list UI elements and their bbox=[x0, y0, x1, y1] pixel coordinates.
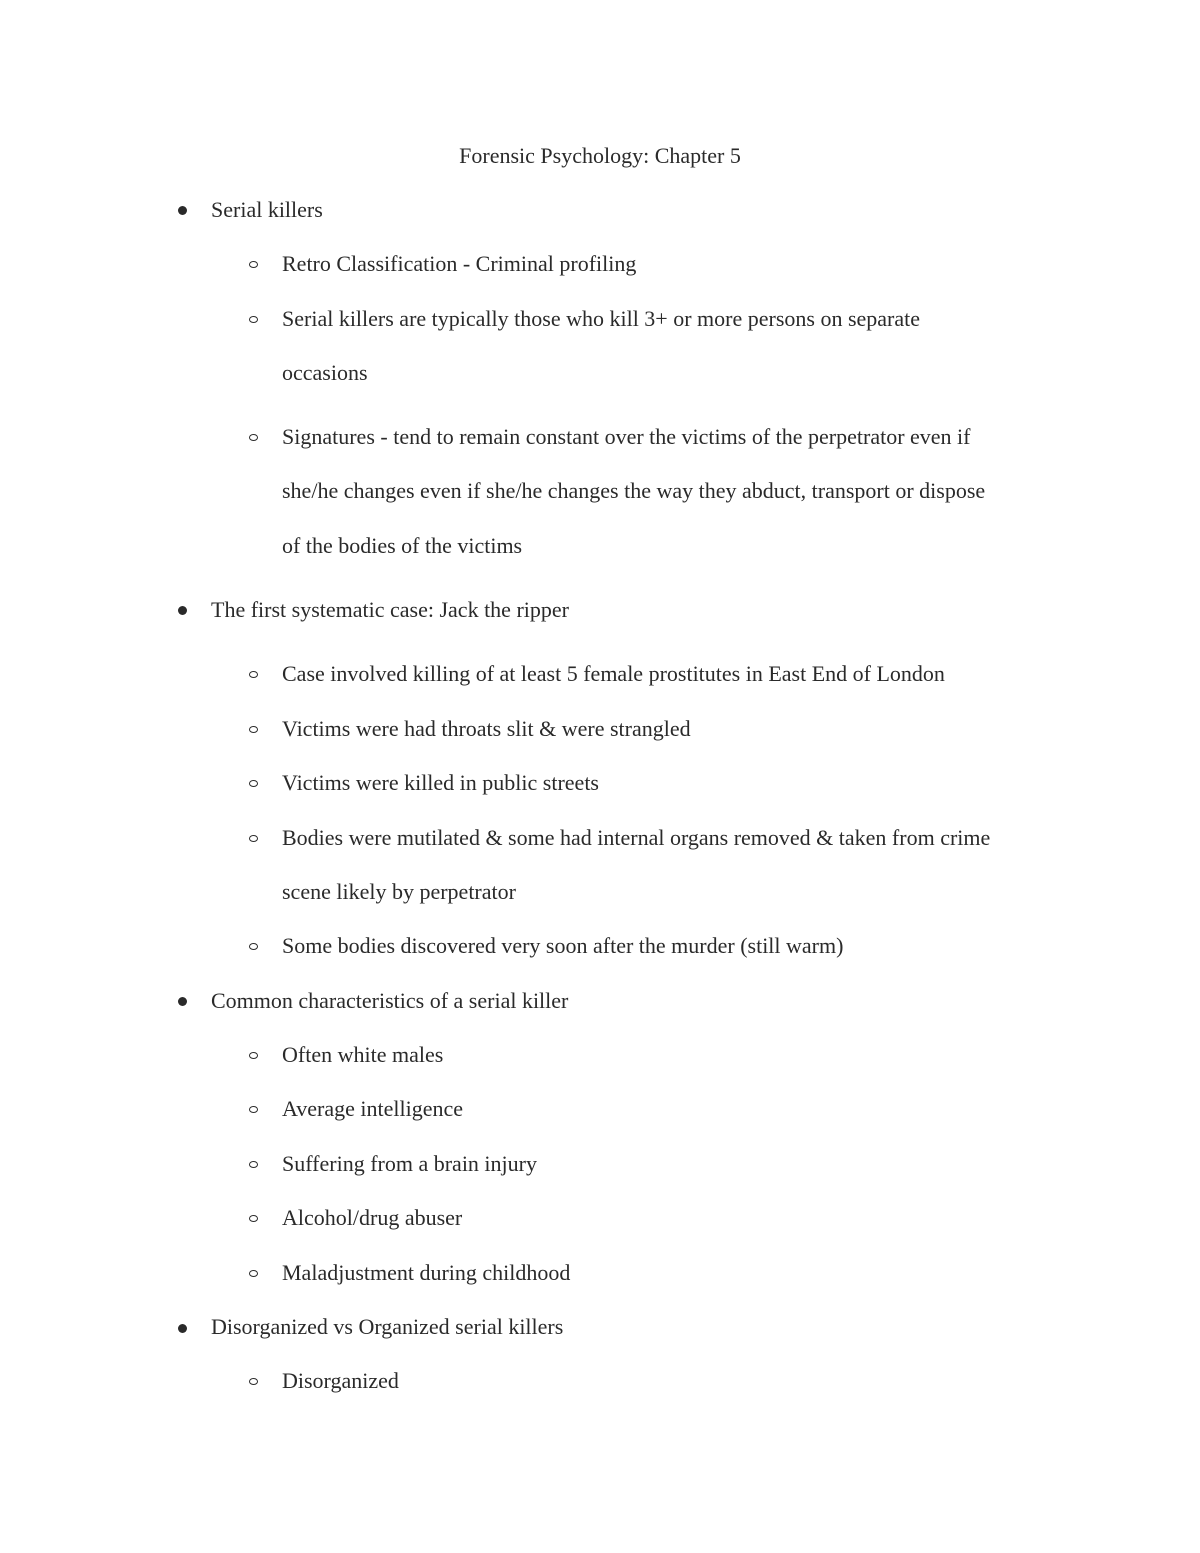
list-item-continuation: scene likely by perpetrator bbox=[282, 879, 516, 904]
bullet-circle-icon bbox=[249, 943, 258, 950]
list-item: Average intelligence bbox=[282, 1096, 463, 1121]
bullet-circle-icon bbox=[249, 726, 258, 733]
page-title: Forensic Psychology: Chapter 5 bbox=[459, 143, 741, 168]
list-item: Victims were had throats slit & were strangled bbox=[282, 716, 691, 741]
list-item: Some bodies discovered very soon after the murder (still warm) bbox=[282, 933, 844, 958]
list-item: Often white males bbox=[282, 1042, 444, 1067]
list-item-continuation: of the bodies of the victims bbox=[282, 533, 523, 558]
section-heading: The first systematic case: Jack the ripper bbox=[211, 597, 569, 622]
bullet-circle-icon bbox=[249, 1161, 258, 1168]
list-item: Disorganized bbox=[282, 1368, 399, 1393]
list-item: Signatures - tend to remain constant over the victims of the perpetrator even if bbox=[282, 424, 971, 449]
bullet-circle-icon bbox=[249, 261, 258, 268]
bullet-disc-icon bbox=[178, 1324, 187, 1333]
list-item: Case involved killing of at least 5 female prostitutes in East End of London bbox=[282, 661, 945, 686]
list-item: Retro Classification - Criminal profiling bbox=[282, 251, 637, 276]
bullet-circle-icon bbox=[249, 835, 258, 842]
section-heading: Serial killers bbox=[211, 197, 323, 222]
bullet-circle-icon bbox=[249, 1378, 258, 1385]
list-item: Maladjustment during childhood bbox=[282, 1260, 571, 1285]
list-item: Suffering from a brain injury bbox=[282, 1151, 537, 1176]
bullet-disc-icon bbox=[178, 606, 187, 615]
bullet-circle-icon bbox=[249, 1215, 258, 1222]
bullet-circle-icon bbox=[249, 1052, 258, 1059]
list-item-continuation: she/he changes even if she/he changes the way they abduct, transport or dispose bbox=[282, 478, 986, 503]
bullet-circle-icon bbox=[249, 780, 258, 787]
bullet-circle-icon bbox=[249, 671, 258, 678]
list-item: Serial killers are typically those who kill 3+ or more persons on separate bbox=[282, 306, 921, 331]
section-heading: Disorganized vs Organized serial killers bbox=[211, 1314, 564, 1339]
section-heading: Common characteristics of a serial killer bbox=[211, 988, 569, 1013]
bullet-disc-icon bbox=[178, 206, 187, 215]
list-item: Bodies were mutilated & some had internal organs removed & taken from crime bbox=[282, 825, 991, 850]
bullet-circle-icon bbox=[249, 434, 258, 441]
bullet-circle-icon bbox=[249, 1106, 258, 1113]
list-item-continuation: occasions bbox=[282, 360, 368, 385]
bullet-circle-icon bbox=[249, 1270, 258, 1277]
list-item: Alcohol/drug abuser bbox=[282, 1205, 463, 1230]
bullet-disc-icon bbox=[178, 997, 187, 1006]
list-item: Victims were killed in public streets bbox=[282, 770, 599, 795]
bullet-circle-icon bbox=[249, 316, 258, 323]
